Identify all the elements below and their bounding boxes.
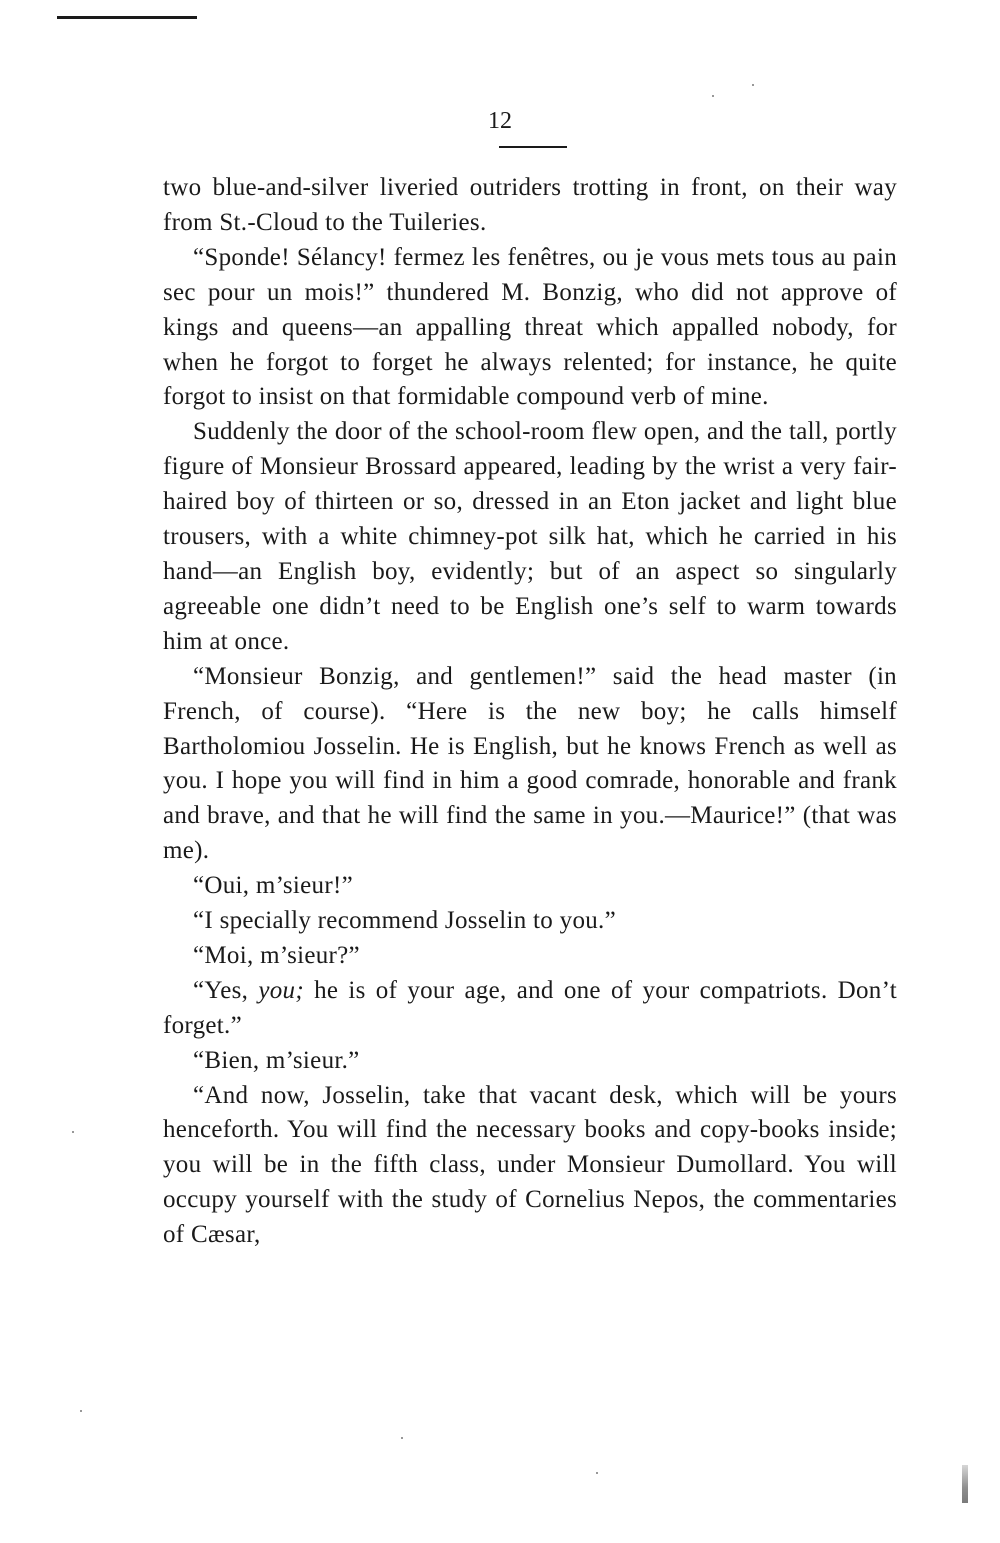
paper-speck	[401, 1437, 403, 1439]
paragraph-text: “Yes,	[193, 976, 259, 1004]
paper-speck	[72, 1131, 74, 1133]
paragraph: “Oui, m’sieur!”	[193, 872, 354, 900]
paragraph: “Bien, m’sieur.”	[193, 1046, 360, 1074]
emphasis-text: you;	[258, 976, 304, 1004]
paragraph: “I specially recommend Josselin to you.”	[193, 907, 616, 935]
paragraph: “And now, Josselin, take that vacant desk, which will be yours henceforth. You will find the necessary books and copy-books inside; you will be in the fifth class, under Monsieur Dumollard. You will occupy yourself with the study of Cornelius Nepos, the commentaries of Cæsar,	[163, 1081, 897, 1249]
paragraph-text: he is of your age, and one of your compatriots. Don’t forget.”	[163, 976, 897, 1039]
body-text	[163, 171, 897, 1253]
paper-speck	[712, 95, 714, 97]
paper-speck	[752, 84, 754, 86]
paragraph: “Sponde! Sélancy! fermez les fenêtres, ou je vous mets tous au pain sec pour un mois!” thundered M. Bonzig, who did not approve of kings and queens—an appalling threat which appalled nobody, for when he forgot to forget he always relented; for instance, he quite forgot to insist on that formidable compound verb of mine.	[163, 243, 897, 411]
paragraph: “Monsieur Bonzig, and gentlemen!” said the head master (in French, of course). “Here is the new boy; he calls himself Bartholomiou Josselin. He is English, but he knows French as well as you. I hope you will find in him a good comrade, honorable and frank and brave, and that he will find the same in you.—Maurice!” (that was me).	[163, 662, 897, 865]
paragraph: “Moi, m’sieur?”	[193, 941, 360, 969]
paper-speck	[596, 1472, 598, 1474]
paragraph: Suddenly the door of the school-room flew open, and the tall, portly figure of Monsieur Brossard appeared, leading by the wrist a very fair-haired boy of thirteen or so, dressed in an Eton jacket and light blue trousers, with a white chimney-pot silk hat, which he carried in his hand—an English boy, evidently; but of an aspect so singularly agreeable one didn’t need to be English one’s self to warm towards him at once.	[163, 418, 897, 655]
paragraph: two blue-and-silver liveried outriders trotting in front, on their way from St.-Cloud to the Tuileries.	[163, 174, 897, 236]
page-number: 12	[488, 108, 512, 134]
page-number-rule	[499, 146, 567, 148]
paper-speck	[80, 1410, 82, 1412]
corner-rule	[57, 16, 197, 19]
paragraph	[163, 974, 897, 1044]
edge-mark	[962, 1465, 968, 1503]
